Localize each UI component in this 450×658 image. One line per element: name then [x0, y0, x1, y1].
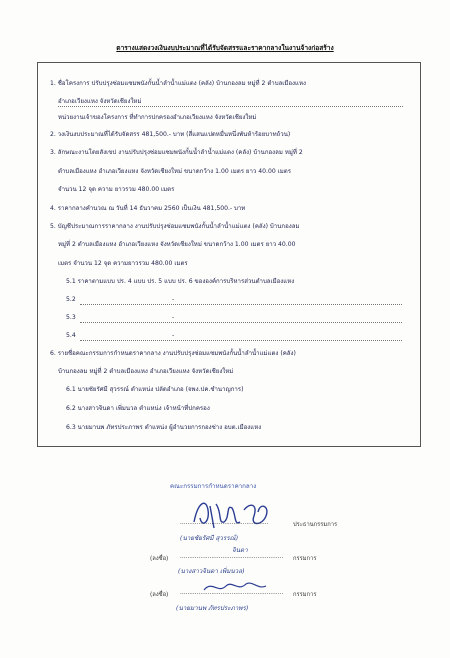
item1-agency: หน่วยงานเจ้าของโครงการ ที่ทำการปกครองอำเภอเวียงแหง จังหวัดเชียงใหม่ — [58, 114, 257, 121]
item5-3-dash: - — [172, 314, 175, 321]
item6-committee-2: บ้านกองลม หมู่ที่ 2 ตำบลเมืองแหง อำเภอเวียงแหง จังหวัดเชียงใหม่ — [58, 368, 234, 375]
item5-estimate-3: เมตร จำนวน 12 จุด ความยาวรวม 480.00 เมตร — [58, 260, 188, 267]
item6-committee-1: 6. รายชื่อคณะกรรมการกำหนดราคากลาง งานปรับปรุงซ่อมแซมพนังกั้นน้ำลำน้ำแม่แตง (คลัง) — [50, 350, 296, 357]
member2-dotted-line: ........................................................ — [180, 590, 284, 596]
item5-4-dash: - — [172, 332, 175, 339]
item1-project-name: 1. ชื่อโครงการ ปรับปรุงซ่อมแซมพนังกั้นน้ำลำน้ำแม่แตง (คลัง) บ้านกองลม หมู่ที่ 2 ตำบลเมืองแหง — [50, 80, 306, 87]
dotted-line — [80, 322, 402, 323]
chairman-signature — [188, 492, 288, 536]
committee-member-2: 6.2 นางสาวจินดา เพิ่มนวล ตำแหน่ง เจ้าหน้าที่ปกครอง — [66, 405, 210, 412]
member2-sign-prefix: (ลงชื่อ) — [150, 592, 169, 598]
item5-1: 5.1 ราคาตามแบบ ปร. 4 แบบ ปร. 5 แบบ ปร. 6 ขององค์การบริหารส่วนตำบลเมืองแหง — [66, 278, 295, 285]
committee-stamp: คณะกรรมการกำหนดราคากลาง — [170, 483, 257, 490]
member1-dotted-line: ........................................................ — [180, 554, 284, 560]
document-title: ตารางแสดงวงเงินงบประมาณที่ได้รับจัดสรรและราคากลางในงานจ้างก่อสร้าง — [116, 44, 334, 52]
item5-3-label: 5.3 — [66, 314, 76, 321]
item5-2-label: 5.2 — [66, 296, 76, 303]
chairman-label: ประธานกรรมการ — [293, 522, 338, 528]
committee-member-3: 6.3 นายมานพ ภัทรประภาพร ตำแหน่ง ผู้อำนวยการกองช่าง อบต.เมืองแหง — [66, 424, 262, 431]
item3-description-2: ตำบลเมืองแหง อำเภอเวียงแหง จังหวัดเชียงใหม่ ขนาดกว้าง 1.00 เมตร ยาว 40.00 เมตร — [58, 168, 291, 175]
committee-member-1: 6.1 นายชัยรัศมี สุวรรณ์ ตำแหน่ง ปลัดอำเภอ (จพง.ปค.ชำนาญการ) — [66, 386, 244, 393]
dotted-line — [58, 106, 403, 107]
item5-estimate-1: 5. บัญชีประมาณการราคากลาง งานปรับปรุงซ่อมแซมพนังกั้นน้ำลำน้ำแม่แตง (คลัง) บ้านกองลม — [50, 223, 300, 230]
member2-name: (นายมานพ ภัทรประภาพร) — [176, 605, 249, 612]
member1-name: (นางสาวจินดา เพิ่มนวล) — [178, 568, 245, 575]
item3-description-1: 3. ลักษณะงานโดยสังเขป งานปรับปรุงซ่อมแซมพนังกั้นน้ำลำน้ำแม่แตง (คลัง) บ้านกองลม หมู่ที่ 2 — [50, 149, 303, 156]
chairman-name: (นายชัยรัศมี สุวรรณ์) — [180, 535, 238, 542]
item5-2-dash: - — [172, 296, 175, 303]
item3-description-3: จำนวน 12 จุด ความ ยาวรวม 480.00 เมตร — [58, 186, 175, 193]
item4-reference-price: 4. ราคากลางคำนวณ ณ วันที่ 14 ธันวาคม 2560 เป็นเงิน 481,500.- บาท — [50, 205, 246, 212]
member1-sign-prefix: (ลงชื่อ) — [150, 556, 169, 562]
member1-signature: จินดา — [232, 547, 248, 554]
item2-budget: 2. วงเงินงบประมาณที่ได้รับจัดสรร 481,500.- บาท (สี่แสนแปดหมื่นหนึ่งพันห้าร้อยบาทถ้วน) — [50, 131, 291, 138]
member1-label: กรรมการ — [293, 556, 317, 562]
item5-4-label: 5.4 — [66, 332, 76, 339]
dotted-line — [80, 340, 402, 341]
item1-location: อำเภอเวียงแหง จังหวัดเชียงใหม่ — [58, 98, 142, 105]
item5-estimate-2: หมู่ที่ 2 ตำบลเมืองแหง อำเภอเวียงแหง จังหวัดเชียงใหม่ ขนาดกว้าง 1.00 เมตร ยาว 40.00 — [58, 241, 296, 248]
dotted-line — [80, 304, 402, 305]
member2-label: กรรมการ — [293, 592, 317, 598]
chairman-dotted-line: ................................................ — [180, 520, 269, 526]
